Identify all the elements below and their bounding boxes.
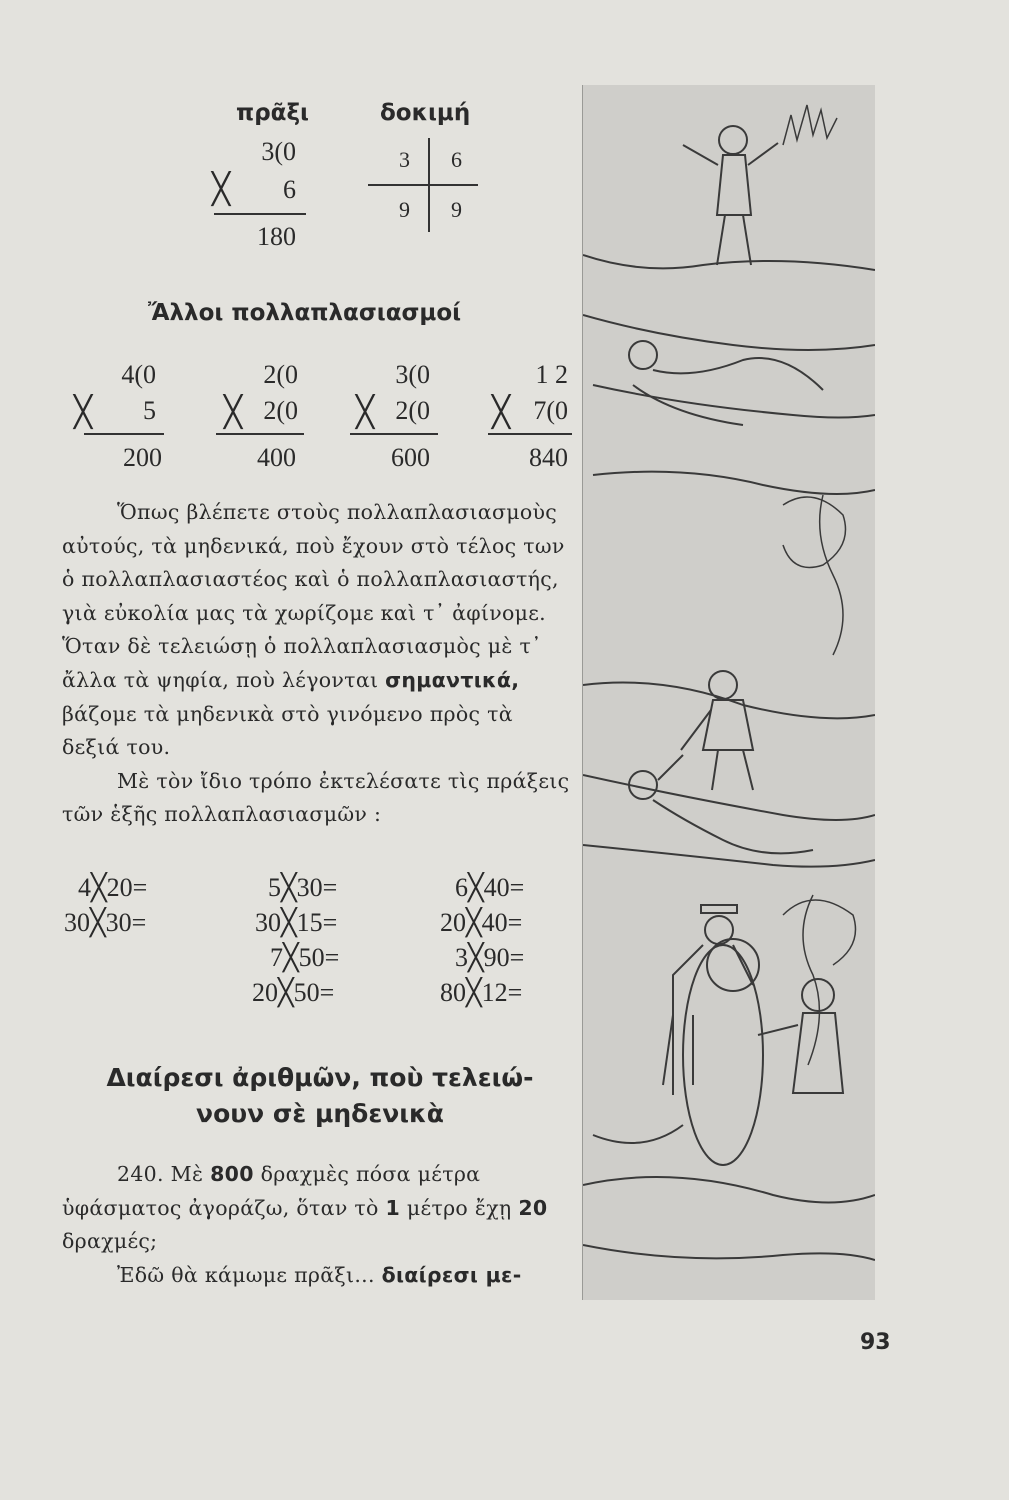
demo-multiplicand: 3(0: [261, 137, 296, 166]
illustration: [583, 85, 875, 1300]
other-bottom: 2(0: [263, 396, 298, 425]
exercise: 3╳90=: [455, 943, 525, 972]
other-top: 2(0: [263, 360, 298, 389]
check-top-right: 6: [451, 147, 462, 172]
section-title: [70, 1060, 570, 1132]
section-title-line: Διαίρεσι ἀριθμῶν, ποὺ τελειώ-: [106, 1063, 534, 1092]
times-sign: ╳: [74, 396, 93, 429]
paragraph-text: δραχμές;: [62, 1229, 158, 1254]
check-bottom-left: 9: [399, 197, 410, 222]
illustration-strip: [582, 85, 875, 1300]
times-sign: ╳: [356, 396, 375, 429]
others-heading: Ἄλλοι πολλαπλασιασμοί: [148, 300, 462, 326]
check-top-left: 3: [399, 147, 410, 172]
other-top: 1 2: [535, 360, 568, 389]
check-cross-horizontal: [368, 184, 478, 186]
page-number: 93: [860, 1330, 891, 1355]
paragraph-text: 240. Μὲ: [117, 1162, 211, 1186]
section-title-line: νουν σὲ μηδενικὰ: [196, 1099, 444, 1128]
demo-rule: [214, 213, 306, 215]
paragraph-text: Ὅπως βλέπετε στοὺς πολλαπλασιασμοὺς αὐτούς, τὰ μηδενικά, ποὺ ἔχουν στὸ τέλος των ὁ πολλαπλασιαστέος καὶ ὁ πολλαπλασιαστής, γιὰ εὐκολία μας τὰ χωρίζομε καὶ τ᾽ ἀφίνομε. Ὅταν δὲ τελειώσῃ ὁ πολλαπλασιασμὸς μὲ τ᾽ ἄλλα τὰ ψηφία, ποὺ λέγονται: [62, 500, 565, 692]
other-result: 200: [123, 443, 162, 472]
exercise: 4╳20=: [78, 873, 148, 902]
children-river-scene-icon: [583, 105, 875, 494]
other-top: 4(0: [121, 360, 156, 389]
exercise: 20╳50=: [252, 978, 335, 1007]
exercise: 6╳40=: [455, 873, 525, 902]
demo-product: 180: [257, 222, 296, 251]
child-rescue-scene-icon: [583, 495, 875, 867]
exercise: 20╳40=: [440, 908, 523, 937]
bold-number: 20: [518, 1195, 548, 1220]
bold-number: 800: [210, 1162, 254, 1186]
dokimi-heading: δοκιμή: [380, 100, 471, 126]
paragraph: [62, 1158, 572, 1259]
other-rule: [488, 433, 572, 435]
other-bottom: 2(0: [395, 396, 430, 425]
paragraph: [62, 496, 572, 765]
times-sign: ╳: [212, 173, 231, 206]
exercise: 5╳30=: [268, 873, 338, 902]
bold-term: διαίρεσι με-: [381, 1262, 522, 1287]
check-bottom-right: 9: [451, 197, 462, 222]
exercise: 30╳30=: [64, 908, 147, 937]
paragraph: Μὲ τὸν ἴδιο τρόπο ἐκτελέσατε τὶς πράξεις τῶν ἑξῆς πολλαπλασιασμῶν :: [62, 768, 570, 827]
other-result: 600: [391, 443, 430, 472]
times-sign: ╳: [492, 396, 511, 429]
exercise: 30╳15=: [255, 908, 338, 937]
other-result: 400: [257, 443, 296, 472]
times-sign: ╳: [224, 396, 243, 429]
paragraph-text: μέτρο ἔχῃ: [400, 1195, 519, 1220]
other-bottom: 5: [143, 396, 156, 425]
other-rule: [216, 433, 304, 435]
other-rule: [350, 433, 438, 435]
other-result: 840: [529, 443, 568, 472]
problem-text: [62, 1158, 572, 1292]
explanation-text: [62, 496, 572, 832]
other-top: 3(0: [395, 360, 430, 389]
man-with-dog-scene-icon: [583, 895, 875, 1260]
bold-number: 1: [385, 1195, 401, 1220]
praxi-heading: πρᾶξι: [236, 100, 310, 126]
paragraph-text: Ἐδῶ θὰ κάμωμε πρᾶξι...: [117, 1262, 382, 1287]
exercise: 80╳12=: [440, 978, 523, 1007]
other-bottom: 7(0: [533, 396, 568, 425]
other-rule: [84, 433, 164, 435]
paragraph: [62, 1259, 572, 1293]
paragraph-text: δραχμὲς πόσα μέτρα ὑφάσματος ἀγοράζω, ὅταν τὸ: [62, 1162, 481, 1220]
exercise: 7╳50=: [270, 943, 340, 972]
paragraph-text: βάζομε τὰ μηδενικὰ στὸ γινόμενο πρὸς τὰ δεξιά του.: [62, 701, 513, 760]
bold-term: σημαντικά,: [385, 667, 520, 692]
demo-multiplier: 6: [283, 175, 296, 204]
